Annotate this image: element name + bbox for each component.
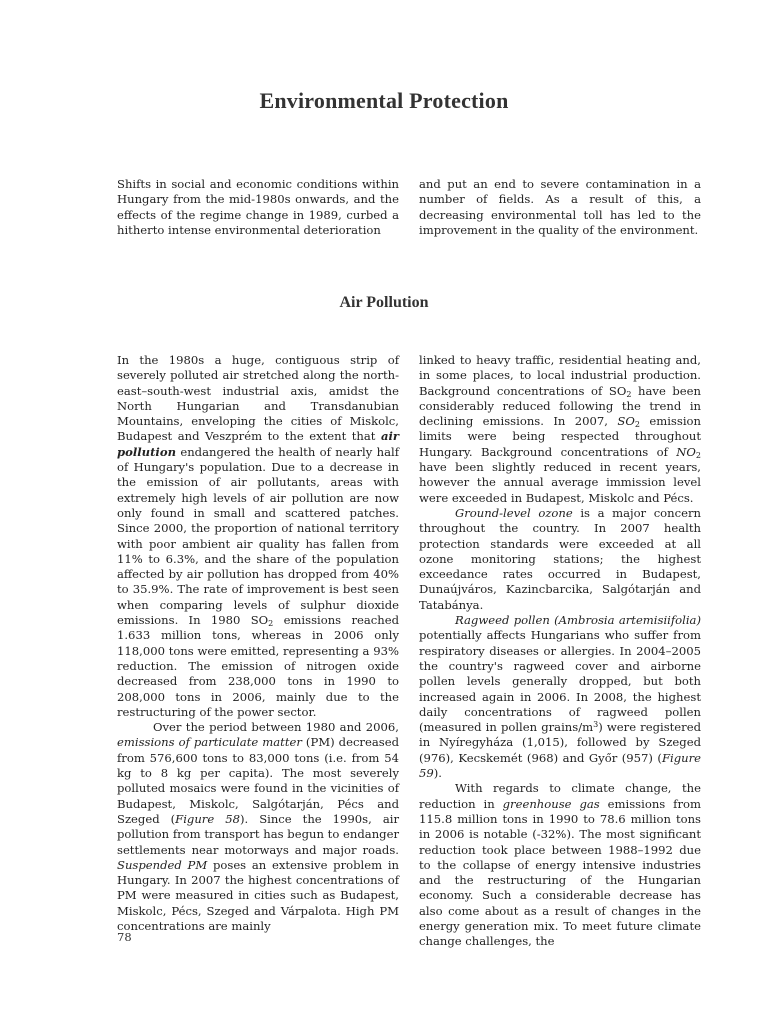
intro-right-column: [419, 177, 701, 241]
body-right-column: [419, 353, 701, 949]
intro-left-column: [117, 177, 399, 241]
paragraph-air-pollution: In the 1980s a huge, contiguous strip of severely polluted air stretched along the north-east–south-west industrial axis, amidst the North Hungarian and Transdanubian Mountains, enveloping the cities of Miskolc, Budapest and Veszprém to the extent that air pollution endangered the health of nearly half of Hungary's population. Due to a decrease in the emission of air pollutants, areas with extremely high levels of air pollution are now only found in small and scattered patches. Since 2000, the proportion of national territory with poor ambient air quality has fallen from 11% to 6.3%, and the share of the population affected by air pollution has dropped from 40% to 35.9%. The rate of improvement is best seen when comparing levels of sulphur dioxide emissions. In 1980 $SO_2$ emissions reached 1.633 million tons, whereas in 2006 only 118,000 tons were emitted, representing a 93% reduction. The emission of nitrogen oxide decreased from 238,000 tons in 1990 to 208,000 tons in 2006, mainly due to the restructuring of the power sector.: [117, 353, 399, 719]
figure-59-reference: Figure 59: [419, 750, 701, 781]
paragraph-background-concentrations: linked to heavy traffic, residential heating and, in some places, to local industrial production. Background concentrations of $SO_2$ have been considerably reduced following the trend in declining emissions. In 2007, $SO_2$ emission limits were being respected throughout Hungary. Background concentrations of $NO_2$ have been slightly reduced in recent years, however the annual average immission level were exceeded in Budapest, Miskolc and Pécs.: [419, 353, 701, 505]
intro-paragraph-right: and put an end to severe contamination in a number of fields. As a result of this, a decreasing environmental toll has led to the improvement in the quality of the environment.: [419, 177, 701, 237]
paragraph-particulate-matter: Over the period between 1980 and 2006, emissions of particulate matter (PM) decreased from 576,600 tons to 83,000 tons (i.e. from 54 kg to 8 kg per capita). The most severely polluted mosaics were found in the vicinities of Budapest, Miskolc, Salgótarján, Pécs and Szeged (Figure 58). Since the 1990s, air pollution from transport has begun to endanger settlements near motorways and major roads. Suspended PM poses an extensive problem in Hungary. In 2007 the highest concentrations of PM were measured in cities such as Budapest, Miskolc, Pécs, Szeged and Várpalota. High PM concentrations are mainly: [117, 720, 400, 933]
paragraph-climate-change: With regards to climate change, the reduction in greenhouse gas emissions from 115.8 million tons in 1990 to 78.6 million tons in 2006 is notable (-32%). The most significant reduction took place between 1988–1992 due to the collapse of energy intensive industries and the restructuring of the Hungarian economy. Such a considerable decrease has also come about as a result of changes in the energy generation mix. To meet future climate change challenges, the: [419, 781, 701, 949]
intro-paragraph-left: Shifts in social and economic conditions within Hungary from the mid-1980s onwards, and the effects of the regime change in 1989, curbed a hitherto intense environmental deterioration: [117, 177, 399, 237]
page-number: 78: [117, 930, 132, 944]
paragraph-ground-level-ozone: Ground-level ozone is a major concern throughout the country. In 2007 health protection standards were exceeded at all ozone monitoring stations; the highest exceedance rates occurred in Budapest, Dunaújváros, Kazincbarcika, Salgótarján and Tatabánya.: [419, 505, 701, 612]
figure-58-reference: Figure 58: [175, 811, 240, 826]
body-left-column: [117, 353, 400, 933]
section-title: Air Pollution: [339, 294, 429, 311]
page-title: Environmental Protection: [259, 88, 509, 113]
paragraph-ragweed-pollen: Ragweed pollen (Ambrosia artemisiifolia) potentially affects Hungarians who suffer from respiratory diseases or allergies. In 2004–2005 the country's ragweed cover and airborne pollen levels generally dropped, but both increased again in 2006. In 2008, the highest daily concentrations of ragweed pollen (measured in pollen grains/$m^3$) were registered in Nyíregyháza (1,015), followed by Szeged (976), Kecskemét (968) and Győr (957) (Figure 59).: [419, 613, 701, 781]
